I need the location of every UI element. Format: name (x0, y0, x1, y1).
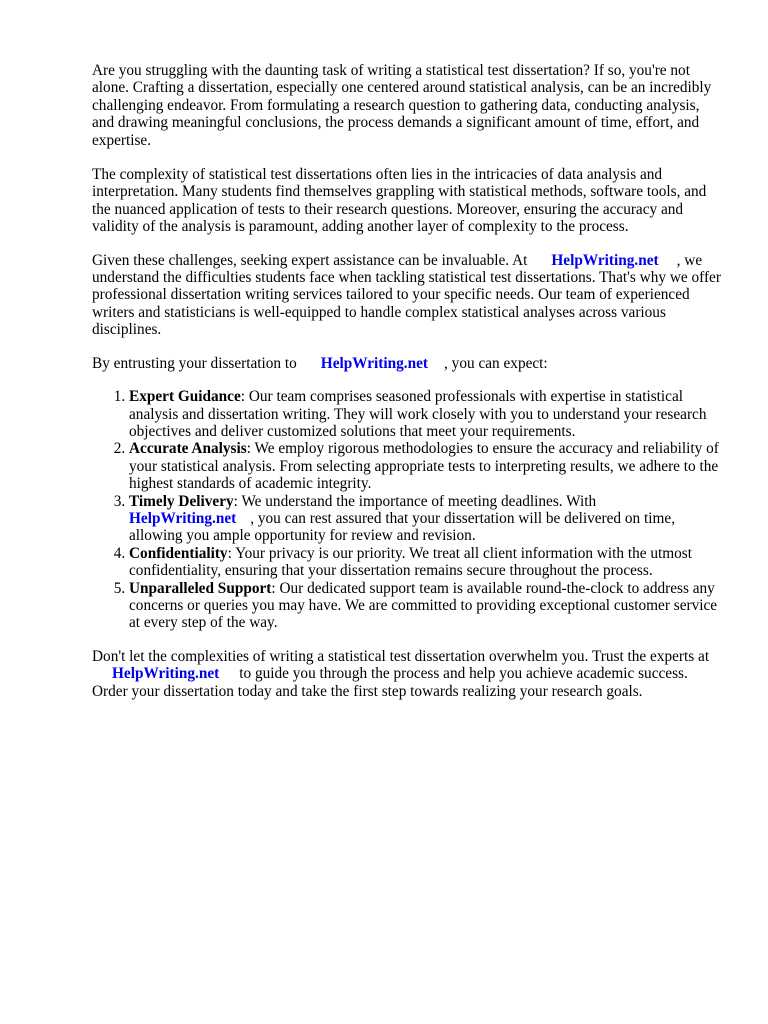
helpwriting-link-2[interactable]: HelpWriting.net (320, 354, 429, 372)
list-item (129, 493, 722, 545)
list-item-title: Unparalleled Support (129, 579, 272, 597)
list-item (129, 388, 722, 440)
benefits-list (92, 388, 722, 632)
list-item-text: : We understand the importance of meeting deadlines. With (233, 492, 597, 510)
assistance-text-after: , we understand the difficulties students face when tackling statistical test dissertations. That's why we offer professional dissertation writing services tailored to your specific needs. Our team of experienced writers and statisticians is well-equipped to handle complex statistical analyses across various disciplines. (92, 251, 721, 339)
list-item-text: : Your privacy is our priority. We treat all client information with the utmost confidentiality, ensuring that your dissertation remains secure throughout the process. (129, 544, 692, 580)
list-item-title: Confidentiality (129, 544, 228, 562)
expectation-paragraph (92, 355, 722, 372)
list-item-text-after: , you can rest assured that your dissertation will be delivered on time, allowing you ample opportunity for review and revision. (129, 509, 676, 545)
assistance-paragraph (92, 252, 722, 339)
list-item-title: Expert Guidance (129, 388, 241, 406)
helpwriting-link-1[interactable]: HelpWriting.net (551, 251, 659, 269)
list-item (129, 440, 722, 492)
helpwriting-link-3[interactable]: HelpWriting.net (129, 509, 237, 527)
helpwriting-link-4[interactable]: HelpWriting.net (112, 665, 220, 683)
list-item (129, 580, 722, 632)
list-item-text: : Our dedicated support team is available round-the-clock to address any concerns or queries you may have. We are committed to providing exceptional customer service at every step of the way. (129, 579, 718, 632)
expectation-text-before: By entrusting your dissertation to (92, 354, 297, 372)
closing-paragraph (92, 648, 722, 700)
intro-paragraph: Are you struggling with the daunting task of writing a statistical test dissertation? If so, you're not alone. Crafting a dissertation, especially one centered around statistical analysis, can be an incredibly challenging endeavor. From formulating a research question to gathering data, conducting analysis, and drawing meaningful conclusions, the process demands a significant amount of time, effort, and expertise. (92, 62, 712, 149)
closing-text-before: Don't let the complexities of writing a statistical test dissertation overwhelm you. Trust the experts at (92, 647, 710, 665)
closing-text-after: to guide you through the process and help you achieve academic success. Order your dissertation today and take the first step towards realizing your research goals. (92, 665, 688, 700)
list-item-title: Accurate Analysis (129, 440, 247, 458)
list-item-text: : We employ rigorous methodologies to ensure the accuracy and reliability of your statistical analysis. From selecting appropriate tests to interpreting results, we adhere to the highest standards of academic integrity. (129, 440, 719, 493)
expectation-text-after: , you can expect: (444, 354, 548, 372)
list-item-title: Timely Delivery (129, 492, 234, 510)
list-item-text: : Our team comprises seasoned professionals with expertise in statistical analysis and dissertation writing. They will work closely with you to understand your research objectives and deliver customized solutions that meet your requirements. (129, 388, 707, 440)
list-item (129, 545, 722, 580)
document-page (92, 62, 722, 716)
assistance-text-before: Given these challenges, seeking expert assistance can be invaluable. At (92, 251, 528, 269)
complexity-paragraph: The complexity of statistical test dissertations often lies in the intricacies of data analysis and interpretation. Many students find themselves grappling with statistical methods, software tools, and the nuanced application of tests to their research questions. Moreover, ensuring the accuracy and validity of the analysis is paramount, adding another layer of complexity to the process. (92, 166, 707, 236)
